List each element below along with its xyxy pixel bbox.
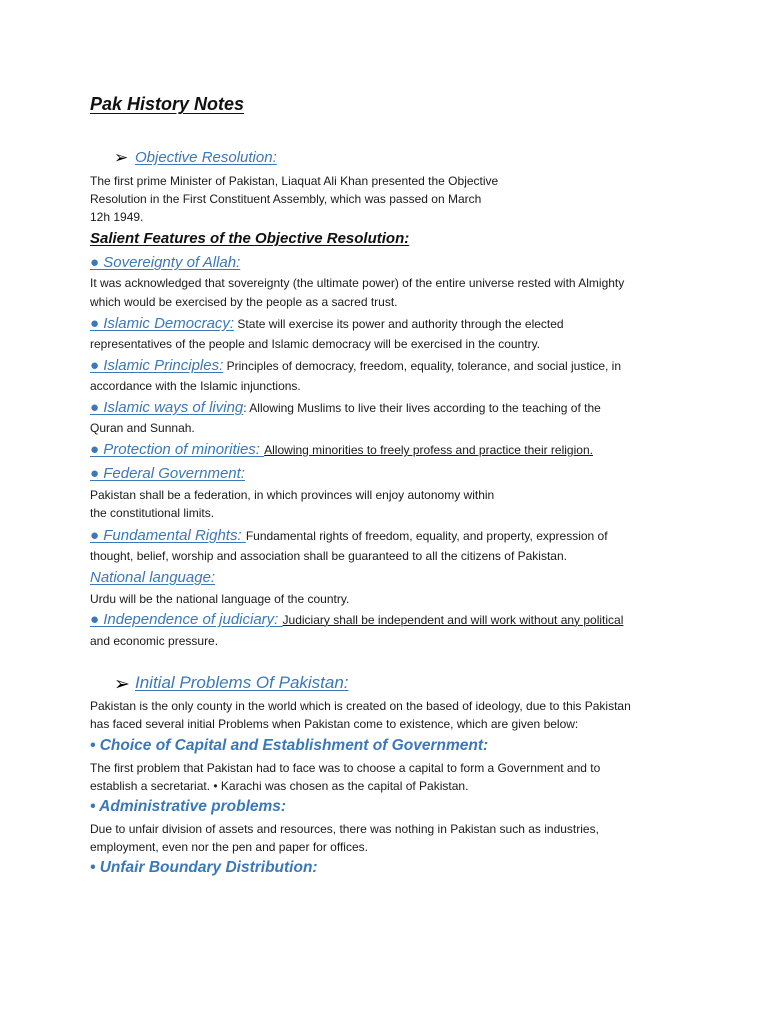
feature-inline-text: Fundamental rights of freedom, equality, and property, expression of — [245, 529, 608, 543]
problem-heading-administrative: • Administrative problems: — [90, 798, 287, 815]
feature-line: representatives of the people and Islamic democracy will be exercised in the country. — [90, 337, 541, 351]
feature-heading-islamic-democracy: ● Islamic Democracy: — [90, 315, 235, 332]
initial-problems-heading: Initial Problems Of Pakistan: — [135, 673, 349, 692]
feature-inline-text: Principles of democracy, freedom, equality, tolerance, and social justice, in — [223, 359, 622, 373]
problem-line: Due to unfair division of assets and resources, there was nothing in Pakistan such as industries, — [90, 822, 599, 836]
arrow-bullet-icon: ➢ — [114, 148, 129, 167]
feature-heading-sovereignty: ● Sovereignty of Allah: — [90, 254, 241, 271]
problem-line: employment, even nor the pen and paper for offices. — [90, 840, 368, 854]
feature-line: which would be exercised by the people as a sacred trust. — [90, 295, 398, 309]
feature-line: accordance with the Islamic injunctions. — [90, 379, 301, 393]
problem-heading-boundary: • Unfair Boundary Distribution: — [90, 859, 318, 876]
feature-inline-text: Judiciary shall be independent and will work without any political — [282, 613, 624, 627]
feature-heading-islamic-ways: ● Islamic ways of living — [90, 399, 244, 416]
feature-line: It was acknowledged that sovereignty (the ultimate power) of the entire universe rested with Almighty — [90, 276, 625, 290]
feature-inline-text: : Allowing Muslims to live their lives according to the teaching of the — [243, 401, 601, 415]
feature-line: Urdu will be the national language of the country. — [90, 592, 350, 606]
feature-row-islamic-ways — [90, 399, 601, 417]
objective-resolution-heading: Objective Resolution: — [135, 149, 277, 166]
feature-inline-text: Allowing minorities to freely profess and practice their religion. — [264, 443, 593, 457]
feature-row-minorities — [90, 441, 593, 459]
feature-row-islamic-principles — [90, 357, 621, 375]
feature-inline-text: State will exercise its power and authority through the elected — [234, 317, 564, 331]
objective-para-line-1: The first prime Minister of Pakistan, Liaquat Ali Khan presented the Objective — [90, 174, 499, 188]
arrow-bullet-icon: ➢ — [114, 674, 130, 695]
problem-line: The first problem that Pakistan had to face was to choose a capital to form a Government and to — [90, 761, 601, 775]
feature-line: thought, belief, worship and association shall be guaranteed to all the citizens of Pakistan. — [90, 549, 567, 563]
problem-line: establish a secretariat. • Karachi was chosen as the capital of Pakistan. — [90, 779, 469, 793]
feature-heading-judiciary: ● Independence of judiciary: — [90, 611, 283, 628]
feature-heading-federal: ● Federal Government: — [90, 465, 245, 482]
feature-row-fundamental-rights — [90, 527, 608, 545]
problems-para-line-2: has faced several initial Problems when Pakistan come to existence, which are given below: — [90, 717, 579, 731]
document-title: Pak History Notes — [90, 94, 245, 114]
feature-heading-national-language: National language: — [90, 569, 216, 586]
objective-para-line-3: 12h 1949. — [90, 210, 144, 224]
feature-line: and economic pressure. — [90, 634, 219, 648]
problem-heading-capital: • Choice of Capital and Establishment of Government: — [90, 737, 489, 754]
feature-heading-minorities: ● Protection of minorities: — [90, 441, 265, 458]
feature-line: Quran and Sunnah. — [90, 421, 195, 435]
feature-heading-islamic-principles: ● Islamic Principles: — [90, 357, 224, 374]
feature-line: Pakistan shall be a federation, in which provinces will enjoy autonomy within — [90, 488, 495, 502]
feature-heading-fundamental-rights: ● Fundamental Rights: — [90, 527, 246, 544]
objective-para-line-2: Resolution in the First Constituent Assembly, which was passed on March — [90, 192, 482, 206]
salient-features-heading: Salient Features of the Objective Resolution: — [90, 230, 410, 247]
feature-row-islamic-democracy — [90, 315, 564, 333]
problems-para-line-1: Pakistan is the only county in the world which is created on the based of ideology, due to this Pakistan — [90, 699, 631, 713]
feature-row-judiciary — [90, 611, 623, 629]
feature-line: the constitutional limits. — [90, 506, 215, 520]
